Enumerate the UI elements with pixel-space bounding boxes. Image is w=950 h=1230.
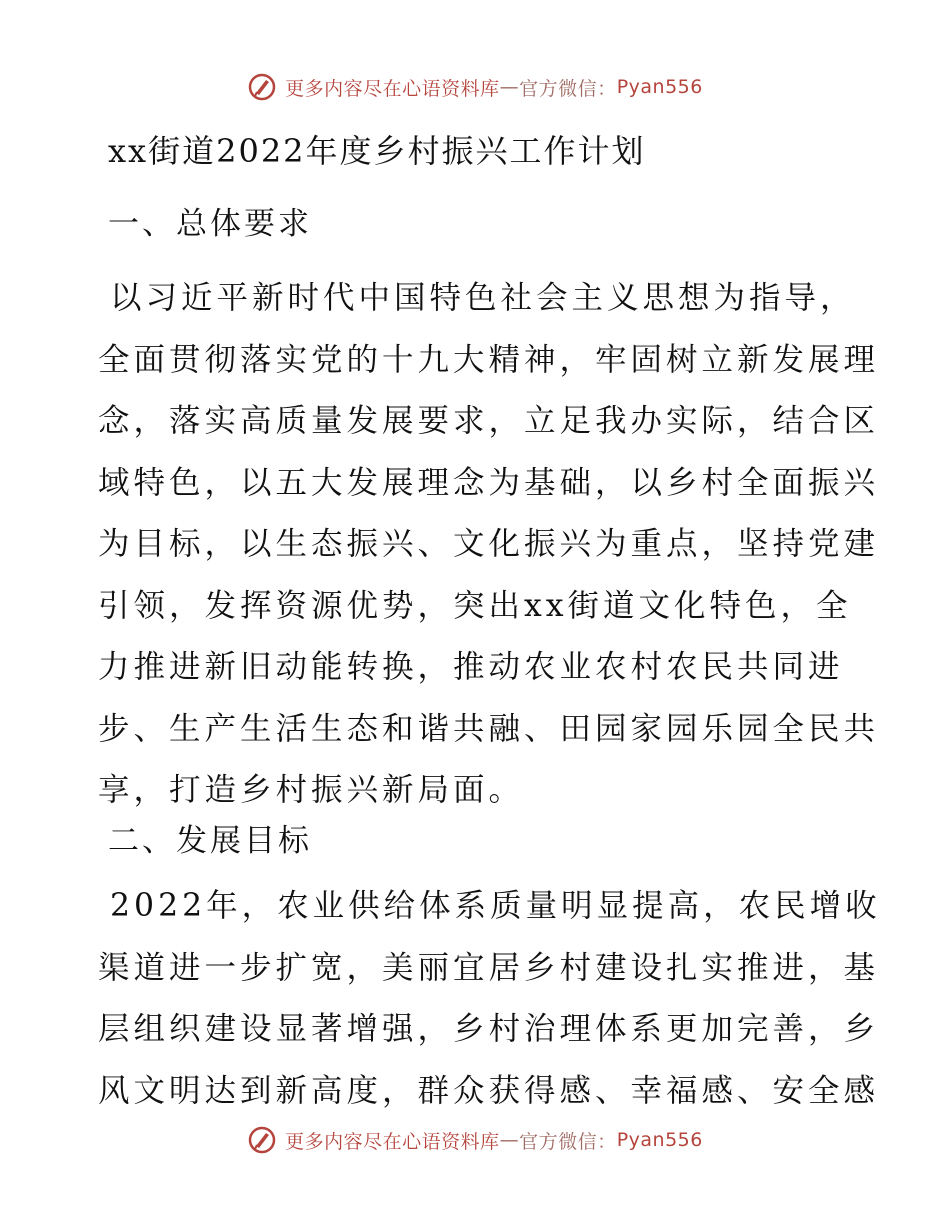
paragraph-line: 以习近平新时代中国特色社会主义思想为指导， bbox=[110, 280, 856, 316]
watermark-account: Pyan556 bbox=[616, 76, 703, 98]
watermark-account: Pyan556 bbox=[616, 1129, 703, 1151]
paragraph-line: 享，打造乡村振兴新局面。 bbox=[98, 772, 525, 808]
paragraph-line: 2022年，农业供给体系质量明显提高，农民增收 bbox=[110, 888, 881, 924]
paragraph-line: 引领，发挥资源优势，突出xx街道文化特色，全 bbox=[98, 587, 852, 624]
section-paragraph-general-requirements bbox=[98, 272, 880, 826]
watermark-separator: — bbox=[499, 76, 520, 98]
footer-watermark bbox=[0, 1125, 950, 1155]
paragraph-line: 渠道进一步扩宽，美丽宜居乡村建设扎实推进，基 bbox=[98, 949, 880, 986]
section-heading-general-requirements: 一、总体要求 bbox=[108, 206, 312, 242]
paragraph-line: 风文明达到新高度，群众获得感、幸福感、安全感 bbox=[98, 1072, 880, 1109]
paragraph-line: 为目标，以生态振兴、文化振兴为重点，坚持党建 bbox=[98, 526, 880, 562]
document-title: xx街道2022年度乡村振兴工作计划 bbox=[108, 132, 646, 170]
watermark-official-label: 官方微信： bbox=[519, 1130, 617, 1153]
header-watermark bbox=[0, 72, 950, 102]
quill-pen-circle-icon bbox=[247, 1125, 277, 1155]
paragraph-line: 域特色，以五大发展理念为基础，以乡村全面振兴 bbox=[98, 464, 880, 501]
watermark-main-text: 更多内容尽在心语资料库 bbox=[285, 1130, 500, 1153]
watermark-official-label: 官方微信： bbox=[519, 77, 617, 100]
watermark-separator: — bbox=[499, 1129, 520, 1151]
section-paragraph-development-goals bbox=[98, 880, 881, 1126]
section-heading-development-goals: 二、发展目标 bbox=[108, 823, 312, 859]
paragraph-line: 力推进新旧动能转换，推动农业农村农民共同进 bbox=[98, 649, 844, 685]
quill-pen-circle-icon bbox=[247, 72, 277, 102]
paragraph-line: 全面贯彻落实党的十九大精神，牢固树立新发展理 bbox=[98, 341, 880, 378]
watermark-main-text: 更多内容尽在心语资料库 bbox=[285, 77, 500, 100]
paragraph-line: 层组织建设显著增强，乡村治理体系更加完善，乡 bbox=[98, 1011, 880, 1047]
paragraph-line: 念，落实高质量发展要求，立足我办实际，结合区 bbox=[98, 403, 880, 439]
paragraph-line: 步、生产生活生态和谐共融、田园家园乐园全民共 bbox=[98, 710, 880, 747]
